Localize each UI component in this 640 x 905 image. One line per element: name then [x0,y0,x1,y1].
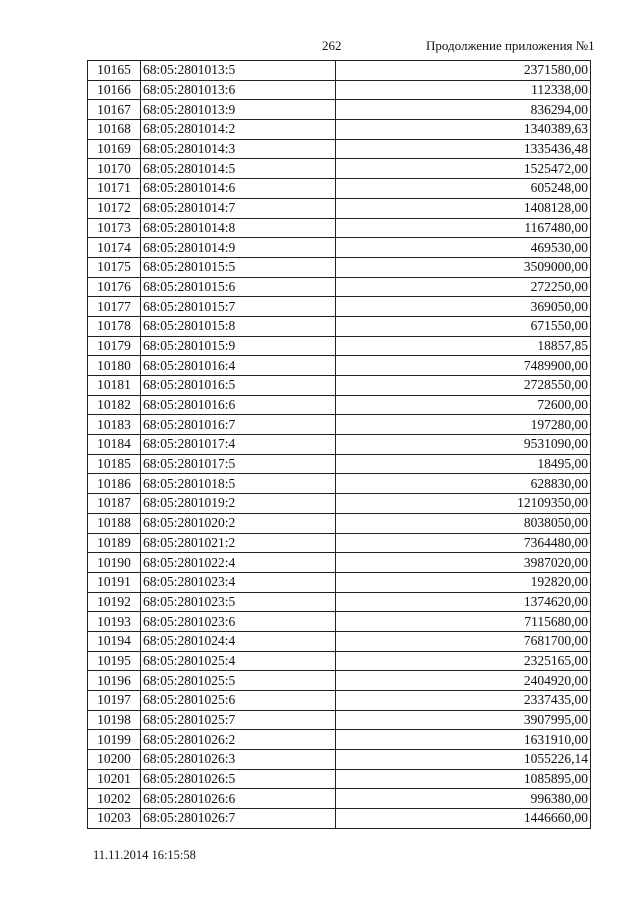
cadastral-number-cell: 68:05:2801026:6 [141,789,336,809]
cadastral-value-cell: 1335436,48 [336,139,591,159]
table-row [88,238,591,258]
row-number-cell: 10194 [88,631,141,651]
table-row [88,376,591,396]
table-row [88,454,591,474]
cadastral-number-cell: 68:05:2801014:7 [141,198,336,218]
table-row [88,435,591,455]
table-row [88,316,591,336]
table-row [88,474,591,494]
cadastral-number-cell: 68:05:2801019:2 [141,494,336,514]
row-number-cell: 10188 [88,513,141,533]
cadastral-value-cell: 2325165,00 [336,651,591,671]
cadastral-number-cell: 68:05:2801014:2 [141,120,336,140]
row-number-cell: 10179 [88,336,141,356]
cadastral-number-cell: 68:05:2801025:7 [141,710,336,730]
cadastral-value-cell: 7364480,00 [336,533,591,553]
cadastral-number-cell: 68:05:2801025:5 [141,671,336,691]
cadastral-value-cell: 197280,00 [336,415,591,435]
row-number-cell: 10198 [88,710,141,730]
cadastral-value-cell: 836294,00 [336,100,591,120]
row-number-cell: 10178 [88,316,141,336]
cadastral-number-cell: 68:05:2801013:6 [141,80,336,100]
row-number-cell: 10186 [88,474,141,494]
row-number-cell: 10185 [88,454,141,474]
cadastral-value-cell: 112338,00 [336,80,591,100]
cadastral-value-cell: 671550,00 [336,316,591,336]
row-number-cell: 10180 [88,356,141,376]
row-number-cell: 10181 [88,376,141,396]
table-row [88,257,591,277]
table-row [88,120,591,140]
table-row [88,553,591,573]
row-number-cell: 10171 [88,179,141,199]
row-number-cell: 10201 [88,769,141,789]
cadastral-number-cell: 68:05:2801014:9 [141,238,336,258]
cadastral-value-cell: 1446660,00 [336,809,591,829]
row-number-cell: 10167 [88,100,141,120]
row-number-cell: 10170 [88,159,141,179]
cadastral-value-cell: 7489900,00 [336,356,591,376]
cadastral-number-cell: 68:05:2801024:4 [141,631,336,651]
row-number-cell: 10175 [88,257,141,277]
cadastral-value-cell: 72600,00 [336,395,591,415]
table-row [88,218,591,238]
cadastral-number-cell: 68:05:2801018:5 [141,474,336,494]
table-row [88,769,591,789]
cadastral-number-cell: 68:05:2801021:2 [141,533,336,553]
cadastral-number-cell: 68:05:2801023:4 [141,572,336,592]
cadastral-number-cell: 68:05:2801026:3 [141,750,336,770]
row-number-cell: 10197 [88,691,141,711]
table-row [88,710,591,730]
row-number-cell: 10169 [88,139,141,159]
cadastral-number-cell: 68:05:2801017:4 [141,435,336,455]
table-row [88,513,591,533]
cadastral-value-cell: 192820,00 [336,572,591,592]
row-number-cell: 10200 [88,750,141,770]
table-row [88,651,591,671]
cadastral-value-table [87,60,591,829]
cadastral-number-cell: 68:05:2801017:5 [141,454,336,474]
table-row [88,100,591,120]
row-number-cell: 10202 [88,789,141,809]
row-number-cell: 10184 [88,435,141,455]
table-row [88,789,591,809]
row-number-cell: 10187 [88,494,141,514]
appendix-continuation-note: Продолжение приложения №1 [426,38,595,53]
table-row [88,671,591,691]
table-row [88,809,591,829]
cadastral-number-cell: 68:05:2801015:5 [141,257,336,277]
cadastral-number-cell: 68:05:2801016:4 [141,356,336,376]
cadastral-value-cell: 3907995,00 [336,710,591,730]
table-row [88,572,591,592]
cadastral-number-cell: 68:05:2801016:7 [141,415,336,435]
cadastral-value-cell: 7681700,00 [336,631,591,651]
cadastral-number-cell: 68:05:2801020:2 [141,513,336,533]
cadastral-number-cell: 68:05:2801023:6 [141,612,336,632]
table-row [88,139,591,159]
cadastral-value-cell: 2728550,00 [336,376,591,396]
table-row [88,730,591,750]
cadastral-value-cell: 12109350,00 [336,494,591,514]
cadastral-value-cell: 1340389,63 [336,120,591,140]
row-number-cell: 10189 [88,533,141,553]
row-number-cell: 10182 [88,395,141,415]
cadastral-number-cell: 68:05:2801026:7 [141,809,336,829]
cadastral-number-cell: 68:05:2801026:2 [141,730,336,750]
cadastral-value-cell: 1055226,14 [336,750,591,770]
cadastral-value-cell: 2337435,00 [336,691,591,711]
table-row [88,395,591,415]
table-row [88,179,591,199]
row-number-cell: 10165 [88,61,141,81]
cadastral-value-cell: 272250,00 [336,277,591,297]
cadastral-number-cell: 68:05:2801022:4 [141,553,336,573]
row-number-cell: 10174 [88,238,141,258]
table-row [88,750,591,770]
table-row [88,198,591,218]
cadastral-value-cell: 7115680,00 [336,612,591,632]
cadastral-value-cell: 1167480,00 [336,218,591,238]
cadastral-number-cell: 68:05:2801016:5 [141,376,336,396]
cadastral-value-cell: 18495,00 [336,454,591,474]
table-row [88,415,591,435]
table-row [88,356,591,376]
cadastral-value-cell: 1525472,00 [336,159,591,179]
cadastral-number-cell: 68:05:2801015:7 [141,297,336,317]
cadastral-value-cell: 8038050,00 [336,513,591,533]
cadastral-number-cell: 68:05:2801014:5 [141,159,336,179]
table-row [88,297,591,317]
cadastral-value-cell: 469530,00 [336,238,591,258]
cadastral-value-cell: 2371580,00 [336,61,591,81]
row-number-cell: 10172 [88,198,141,218]
cadastral-number-cell: 68:05:2801014:8 [141,218,336,238]
table-row [88,277,591,297]
cadastral-value-cell: 1085895,00 [336,769,591,789]
row-number-cell: 10191 [88,572,141,592]
cadastral-value-cell: 369050,00 [336,297,591,317]
table-row [88,494,591,514]
page-number: 262 [322,38,342,53]
row-number-cell: 10199 [88,730,141,750]
cadastral-number-cell: 68:05:2801015:9 [141,336,336,356]
cadastral-number-cell: 68:05:2801013:5 [141,61,336,81]
table-row [88,80,591,100]
row-number-cell: 10196 [88,671,141,691]
print-timestamp: 11.11.2014 16:15:58 [93,848,196,862]
cadastral-value-cell: 18857,85 [336,336,591,356]
cadastral-number-cell: 68:05:2801015:8 [141,316,336,336]
cadastral-number-cell: 68:05:2801016:6 [141,395,336,415]
cadastral-value-cell: 1631910,00 [336,730,591,750]
row-number-cell: 10166 [88,80,141,100]
cadastral-value-cell: 996380,00 [336,789,591,809]
cadastral-number-cell: 68:05:2801013:9 [141,100,336,120]
cadastral-value-cell: 1374620,00 [336,592,591,612]
cadastral-value-cell: 1408128,00 [336,198,591,218]
row-number-cell: 10168 [88,120,141,140]
table-row [88,592,591,612]
table-row [88,612,591,632]
cadastral-number-cell: 68:05:2801014:6 [141,179,336,199]
table-row [88,533,591,553]
cadastral-value-cell: 3509000,00 [336,257,591,277]
table-row [88,631,591,651]
row-number-cell: 10193 [88,612,141,632]
cadastral-number-cell: 68:05:2801025:6 [141,691,336,711]
cadastral-number-cell: 68:05:2801015:6 [141,277,336,297]
row-number-cell: 10192 [88,592,141,612]
row-number-cell: 10195 [88,651,141,671]
cadastral-value-cell: 628830,00 [336,474,591,494]
row-number-cell: 10203 [88,809,141,829]
cadastral-value-cell: 605248,00 [336,179,591,199]
table-row [88,336,591,356]
row-number-cell: 10183 [88,415,141,435]
cadastral-number-cell: 68:05:2801025:4 [141,651,336,671]
cadastral-value-cell: 3987020,00 [336,553,591,573]
table-row [88,61,591,81]
row-number-cell: 10173 [88,218,141,238]
row-number-cell: 10176 [88,277,141,297]
cadastral-number-cell: 68:05:2801023:5 [141,592,336,612]
table-body [88,61,591,829]
cadastral-number-cell: 68:05:2801014:3 [141,139,336,159]
table-row [88,691,591,711]
cadastral-value-cell: 2404920,00 [336,671,591,691]
row-number-cell: 10190 [88,553,141,573]
row-number-cell: 10177 [88,297,141,317]
cadastral-number-cell: 68:05:2801026:5 [141,769,336,789]
cadastral-value-cell: 9531090,00 [336,435,591,455]
table-row [88,159,591,179]
